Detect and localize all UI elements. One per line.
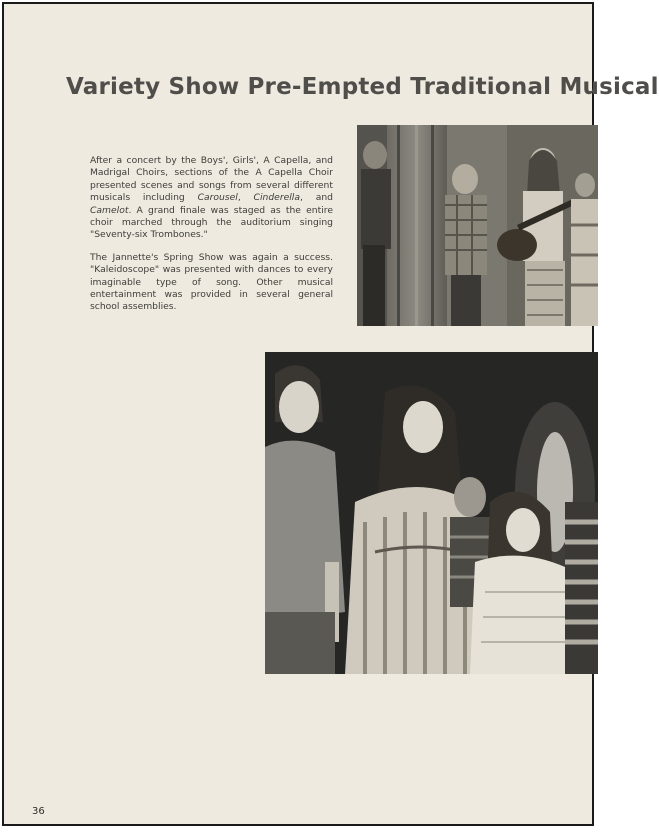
- choir-stage-photo: [357, 125, 598, 326]
- article-paragraph-2: The Jannette's Spring Show was again a success. "Kaleidoscope" was presented with dances to every imaginable type of song. Other musical entertainment was provided in several general school assemblies.: [90, 251, 333, 313]
- separator: , and: [300, 192, 333, 204]
- performers-photo: [265, 352, 598, 674]
- separator: ,: [237, 192, 254, 204]
- article-body: [90, 155, 333, 324]
- musical-title-cinderella: Cinderella: [253, 192, 300, 204]
- paragraph-1-text-b: . A grand finale was staged as the entire choir marched through the auditorium singing "Seventy-six Trombones.": [90, 204, 333, 241]
- article-paragraph-1: [90, 155, 333, 242]
- paragraph-1-text-a: After a concert by the Boys', Girls', A Capella, and Madrigal Choirs, sections of the A Capella Choir presented scenes and songs from several different musicals including: [90, 155, 333, 204]
- performers-photo-image: [265, 352, 598, 674]
- page-title: Variety Show Pre-Empted Traditional Musical: [66, 74, 659, 100]
- musical-title-camelot: Camelot: [90, 204, 129, 216]
- choir-stage-photo-image: [357, 125, 598, 326]
- yearbook-page: [2, 2, 659, 826]
- page-number: 36: [32, 806, 45, 817]
- musical-title-carousel: Carousel: [197, 192, 238, 204]
